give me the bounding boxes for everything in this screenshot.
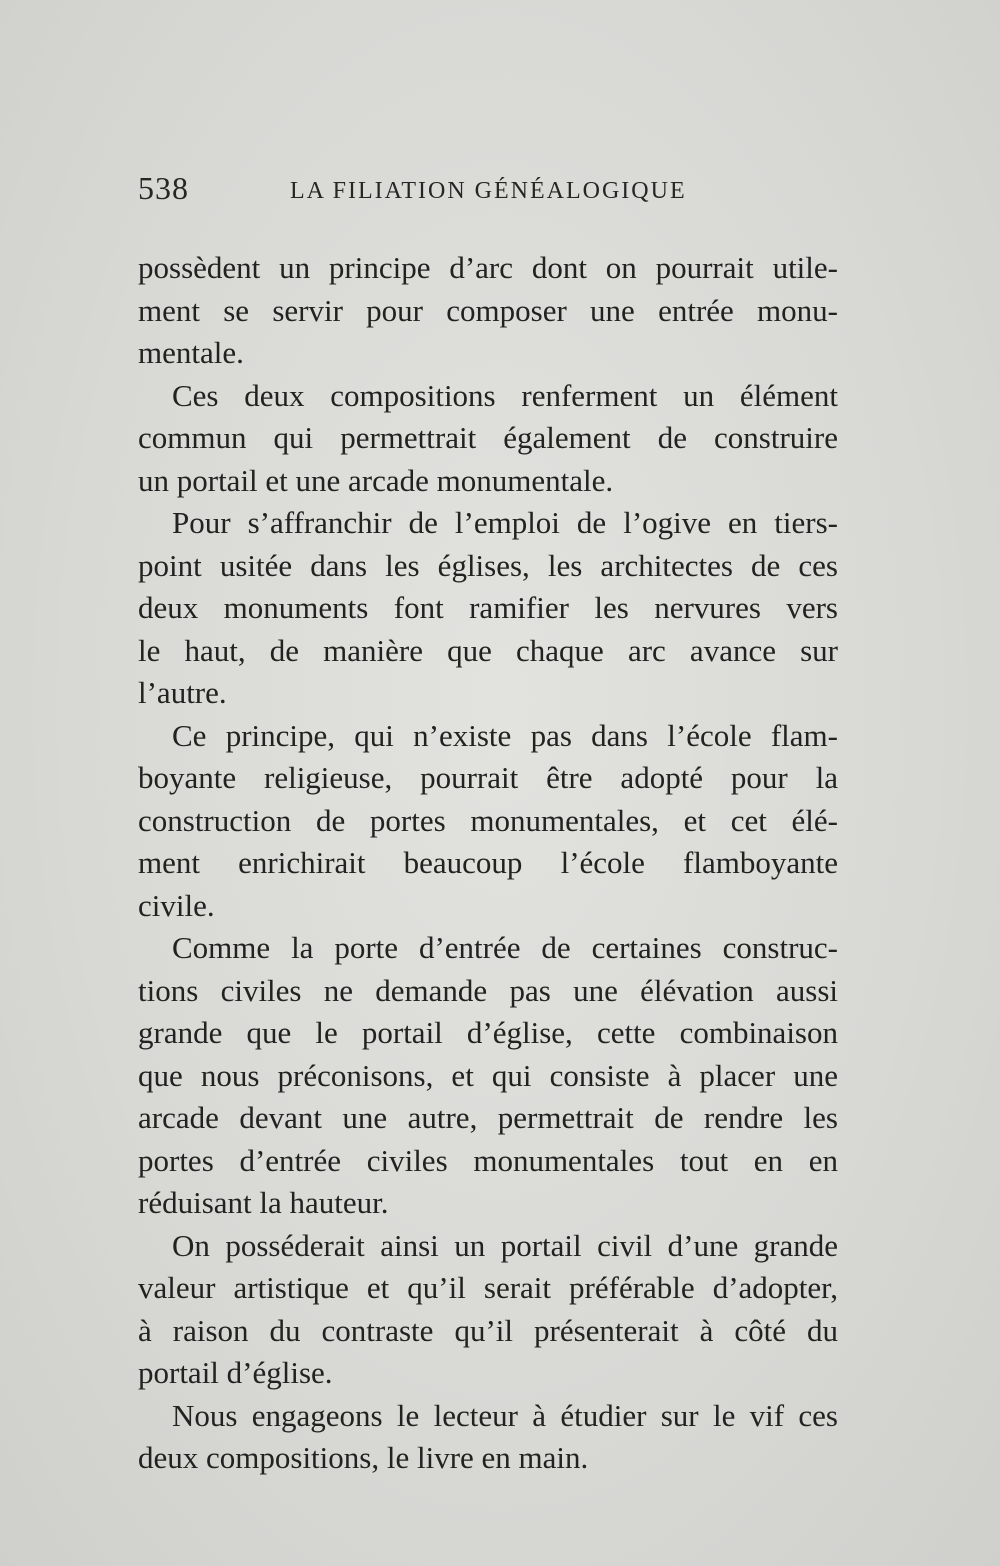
text-line: que nous préconisons, et qui consiste à placer une [138, 1057, 838, 1093]
paragraph [138, 247, 838, 375]
paragraph [138, 715, 838, 928]
text-line: valeur artistique et qu’il serait préférable d’adopter, [138, 1270, 838, 1305]
paragraph [138, 1225, 838, 1395]
text-line: mentale. [138, 335, 244, 370]
text-line: deux compositions, le livre en main. [138, 1440, 589, 1475]
text-line: Pour s’affranchir de l’emploi de l’ogive en tiers- [172, 505, 838, 540]
text-line: possèdent un principe d’arc dont on pourrait utile- [138, 250, 838, 285]
text-line: ment enrichirait beaucoup l’école flamboyante [138, 845, 838, 880]
text-line: arcade devant une autre, permettrait de rendre les [138, 1100, 838, 1135]
text-line: à raison du contraste qu’il présenterait à côté du [138, 1312, 838, 1348]
text-line: le haut, de manière que chaque arc avance sur [138, 632, 838, 668]
text-line: point usitée dans les églises, les architectes de ces [138, 547, 838, 583]
text-line: réduisant la hauteur. [138, 1185, 389, 1220]
paragraph [138, 375, 838, 503]
text-line: un portail et une arcade monumentale. [138, 462, 614, 498]
text-line: Comme la porte d’entrée de certaines construc- [172, 930, 838, 965]
text-line: grande que le portail d’église, cette combinaison [138, 1015, 838, 1050]
text-line: l’autre. [138, 675, 227, 710]
text-line: commun qui permettrait également de construire [138, 420, 838, 455]
text-line: construction de portes monumentales, et cet élé- [138, 802, 838, 838]
running-head [138, 170, 838, 210]
paragraph [138, 1395, 838, 1480]
text-line: civile. [138, 887, 215, 923]
text-line: ment se servir pour composer une entrée monu- [138, 292, 838, 328]
text-line: deux monuments font ramifier les nervures vers [138, 590, 838, 625]
page-number: 538 [138, 170, 189, 206]
text-line: boyante religieuse, pourrait être adopté pour la [138, 760, 838, 795]
body-text [138, 247, 838, 1480]
text-line: Ce principe, qui n’existe pas dans l’école flam- [172, 717, 838, 753]
text-line: Nous engageons le lecteur à étudier sur le vif ces [172, 1397, 838, 1433]
text-line: tions civiles ne demande pas une élévation aussi [138, 972, 838, 1008]
text-line: portail d’église. [138, 1355, 333, 1390]
text-line: portes d’entrée civiles monumentales tout en en [138, 1142, 838, 1178]
running-title: LA FILIATION GÉNÉALOGIQUE [290, 178, 687, 204]
text-line: On posséderait ainsi un portail civil d’une grande [172, 1227, 838, 1263]
paragraph [138, 502, 838, 715]
paragraph [138, 927, 838, 1225]
text-line: Ces deux compositions renferment un élément [172, 377, 838, 413]
